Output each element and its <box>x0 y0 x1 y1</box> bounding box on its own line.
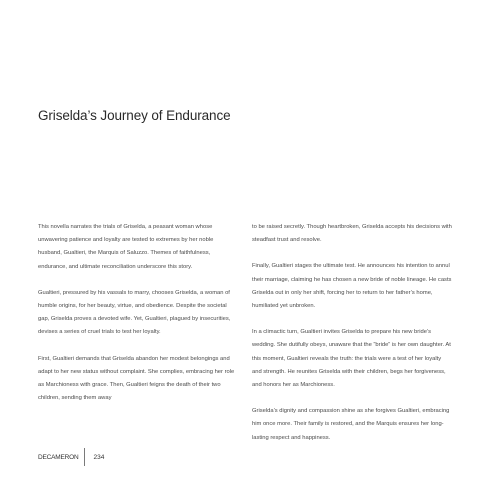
text-column-right <box>252 221 452 458</box>
running-head: DECAMERON <box>38 453 79 461</box>
paragraph: Finally, Gualtieri stages the ultimate test. He announces his intention to annul their marriage, claiming he has chosen a new bride of noble lineage. He casts Griselda out in only her shift, forcing her to return to her father’s home, humiliated yet unbroken. <box>252 263 452 310</box>
page-footer <box>38 448 104 466</box>
paragraph: This novella narrates the trials of Griselda, a peasant woman whose unwavering patience and loyalty are tested to extremes by her noble husband, Gualtieri, the Marquis of Saluzzo. Themes of faithfulness, endurance, and ultimate reconciliation underscore this story. <box>38 224 214 270</box>
page-title: Griselda’s Journey of Endurance <box>38 108 231 123</box>
paragraph: Gualtieri, pressured by his vassals to marry, chooses Griselda, a woman of humble origins, for her beauty, virtue, and obedience. Despite the societal gap, Griselda proves a devoted wife. Yet, Gualtieri, plagued by insecurities, devises a series of cruel trials to test her loyalty. <box>38 289 231 336</box>
page-number: 234 <box>93 453 105 461</box>
footer-divider <box>84 448 85 466</box>
paragraph: Griselda’s dignity and compassion shine as she forgives Gualtieri, embracing him once more. Their family is restored, and the Marquis ensures her long-lasting respect and happiness. <box>252 408 450 441</box>
paragraph: First, Gualtieri demands that Griselda abandon her modest belongings and adapt to her new status without complaint. She complies, embracing her role as Marchioness with grace. Then, Gualtieri feigns the death of their two children, sending them away <box>38 355 235 402</box>
paragraph: In a climactic turn, Gualtieri invites Griselda to prepare his new bride’s wedding. She dutifully obeys, unaware that the “bride” is her own daughter. At this moment, Gualtieri reveals the truth: the trials were a test of her loyalty and strength. He reunites Griselda with their children, begs her forgiveness, and honors her as Marchioness. <box>252 329 451 389</box>
text-column-left <box>38 221 238 458</box>
body-text <box>38 221 452 458</box>
paragraph: to be raised secretly. Though heartbroken, Griselda accepts his decisions with steadfast trust and resolve. <box>252 224 452 244</box>
